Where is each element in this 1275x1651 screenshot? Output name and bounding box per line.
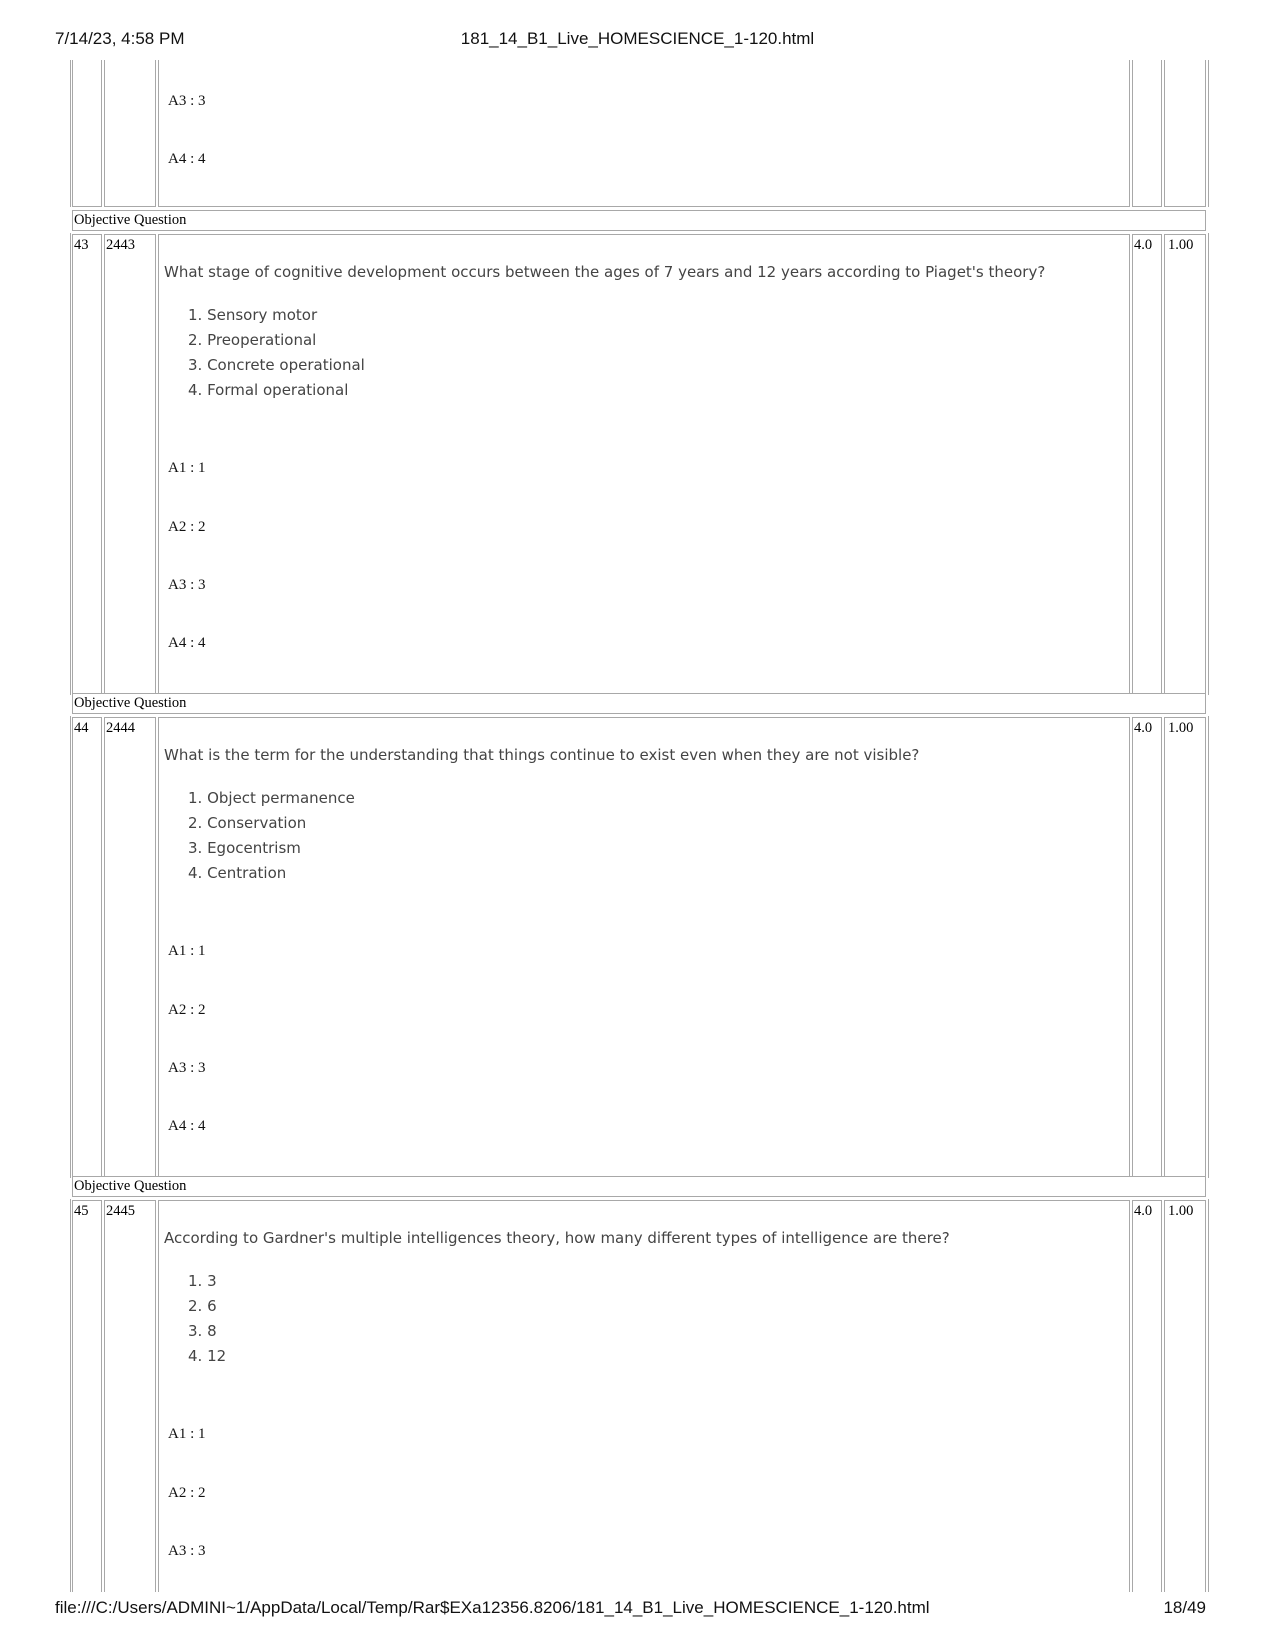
section-label-row: [72, 210, 1206, 231]
question-body-cell: [158, 234, 1130, 694]
table-border: [1208, 60, 1209, 207]
answer-option: A4 : 4: [168, 1118, 206, 1134]
table-border: [1208, 233, 1209, 695]
option-item: 2. Conservation: [188, 814, 307, 832]
section-label-row: [72, 693, 1206, 714]
answer-option: A2 : 2: [168, 1002, 206, 1018]
marks: 4.0: [1134, 720, 1153, 736]
marks: 4.0: [1134, 237, 1153, 253]
answer-option: A2 : 2: [168, 519, 206, 535]
negative-marks-cell: [1164, 60, 1206, 207]
option-item: 3. Concrete operational: [188, 356, 365, 374]
section-label-row: [72, 1176, 1206, 1197]
table-border: [1208, 1199, 1209, 1592]
question-id: 2444: [106, 720, 135, 736]
option-item: 3. 8: [188, 1322, 217, 1340]
answer-option: A1 : 1: [168, 943, 206, 959]
question-text: What is the term for the understanding that things continue to exist even when they are not visible?: [164, 746, 920, 764]
answer-option: A3 : 3: [168, 93, 206, 109]
section-label: Objective Question: [74, 695, 187, 711]
print-footer: [0, 1598, 1275, 1620]
question-id-cell: [104, 717, 156, 1177]
sr-no: 43: [74, 237, 89, 253]
table-border: [1208, 716, 1209, 1178]
answer-option: A1 : 1: [168, 460, 206, 476]
option-item: 4. Formal operational: [188, 381, 349, 399]
marks-cell: [1132, 1200, 1162, 1592]
marks-cell: [1132, 60, 1162, 207]
question-body-cell: [158, 1200, 1130, 1592]
answer-option: A3 : 3: [168, 1060, 206, 1076]
question-body-cell: [158, 60, 1130, 207]
marks: 4.0: [1134, 1203, 1153, 1219]
negative-marks-cell: [1164, 717, 1206, 1177]
negative-marks-cell: [1164, 234, 1206, 694]
question-id: 2443: [106, 237, 135, 253]
sr-no-cell: [72, 60, 102, 207]
option-item: 2. Preoperational: [188, 331, 317, 349]
option-item: 4. Centration: [188, 864, 287, 882]
negative-marks: 1.00: [1168, 1203, 1194, 1219]
answer-option: A2 : 2: [168, 1485, 206, 1501]
section-label: Objective Question: [74, 1178, 187, 1194]
question-id-cell: [104, 60, 156, 207]
answer-option: A3 : 3: [168, 577, 206, 593]
question-text: According to Gardner's multiple intelligences theory, how many different types of intelligence are there?: [164, 1229, 950, 1247]
marks-cell: [1132, 234, 1162, 694]
answer-option: A1 : 1: [168, 1426, 206, 1442]
negative-marks: 1.00: [1168, 237, 1194, 253]
option-item: 1. Sensory motor: [188, 306, 318, 324]
question-body-cell: [158, 717, 1130, 1177]
print-datetime: 7/14/23, 4:58 PM: [55, 29, 185, 48]
option-item: 2. 6: [188, 1297, 217, 1315]
marks-cell: [1132, 717, 1162, 1177]
option-item: 4. 12: [188, 1347, 227, 1365]
negative-marks: 1.00: [1168, 720, 1194, 736]
sr-no-cell: [72, 234, 102, 694]
document-title: 181_14_B1_Live_HOMESCIENCE_1-120.html: [460, 29, 815, 48]
question-id: 2445: [106, 1203, 135, 1219]
sr-no-cell: [72, 1200, 102, 1592]
option-item: 3. Egocentrism: [188, 839, 301, 857]
question-id-cell: [104, 1200, 156, 1592]
negative-marks-cell: [1164, 1200, 1206, 1592]
file-path: file:///C:/Users/ADMINI~1/AppData/Local/Temp/Rar$EXa12356.8206/181_14_B1_Live_HOMESCIENCE_1-120.html: [55, 1598, 930, 1617]
question-id-cell: [104, 234, 156, 694]
options-list: [188, 303, 365, 403]
answer-option: A4 : 4: [168, 635, 206, 651]
table-border: [70, 716, 71, 1178]
answer-option: A3 : 3: [168, 1543, 206, 1559]
options-list: [188, 786, 355, 886]
option-item: 1. 3: [188, 1272, 217, 1290]
table-border: [70, 233, 71, 695]
section-label: Objective Question: [74, 212, 187, 228]
sr-no-cell: [72, 717, 102, 1177]
sr-no: 45: [74, 1203, 89, 1219]
answer-option: A4 : 4: [168, 151, 206, 167]
options-list: [188, 1269, 226, 1369]
page-number: 18/49: [1163, 1598, 1206, 1617]
question-text: What stage of cognitive development occurs between the ages of 7 years and 12 years according to Piaget's theory?: [164, 263, 1046, 281]
table-border: [70, 1199, 71, 1592]
table-border: [70, 60, 71, 207]
option-item: 1. Object permanence: [188, 789, 355, 807]
sr-no: 44: [74, 720, 89, 736]
